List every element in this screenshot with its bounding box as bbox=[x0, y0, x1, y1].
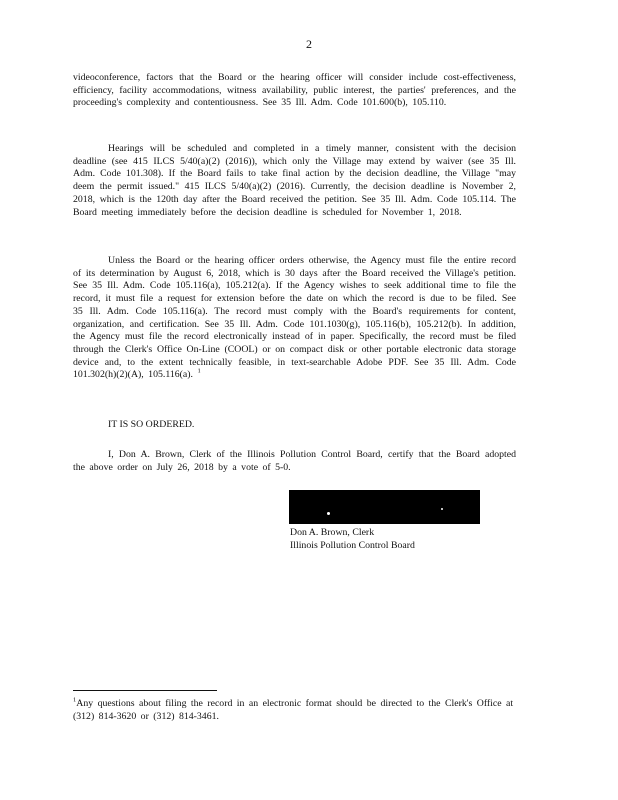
footnote-text: Any questions about filing the record in an electronic format should be directed to the Clerk's Office at (312) 814-3620 or (312) 814-3461. bbox=[73, 698, 514, 722]
paragraph-decision-deadline: Hearings will be scheduled and completed in a timely manner, consistent with the decision deadline (see 415 ILCS 5/40(a)(2) (2016)), which only the Village may extend by waiver (see 35 Ill. Adm. Code 101.308). If the Board fails to take final action by the decision deadline, the Village "may deem the permit issued." 415 ILCS 5/40(a)(2) (2016). Currently, the decision deadline is November 2, 2018, which is the 120th day after the Board received the petition. See 35 Ill. Adm. Code 105.114. The Board meeting immediately before the decision deadline is scheduled for November 1, 2018. bbox=[73, 143, 516, 218]
record-filing-text: Unless the Board or the hearing officer orders otherwise, the Agency must file the entire record of its determination by August 6, 2018, which is 30 days after the Board received the Village's petition. See 35 Ill. Adm. Code 105.116(a), 105.212(a). If the Agency wishes to seek additional time to file the record, it must file a request for extension before the date on which the record is due to be filed. See 35 Ill. Adm. Code 105.116(a). The record must comply with the Board's requirements for content, organization, and certification. See 35 Ill. Adm. Code 101.1030(g), 105.116(b), 105.212(b). In addition, the Agency must file the record electronically instead of in paper. Specifically, the record must be filed through the Clerk's Office On-Line (COOL) or on compact disk or other portable electronic data storage device and, to the extent technically feasible, in text-searchable Adobe PDF. See 35 Ill. Adm. Code 101.302(h)(2)(A), 105.116(a). bbox=[73, 255, 516, 381]
signature-mark bbox=[441, 508, 443, 510]
clerk-certification: I, Don A. Brown, Clerk of the Illinois Pollution Control Board, certify that the Board adopted the above order on July 26, 2018 by a vote of 5-0. bbox=[73, 449, 516, 473]
paragraph-hearing-factors: videoconference, factors that the Board or the hearing officer will consider include cost-effectiveness, efficiency, facility accommodations, witness availability, public interest, the parties' preferences, and the proceeding's complexity and contentiousness. See 35 Ill. Adm. Code 101.600(b), 105.110. bbox=[73, 72, 516, 109]
paragraph-record-filing bbox=[73, 255, 516, 382]
signature-block bbox=[290, 527, 415, 552]
signer-title: Illinois Pollution Control Board bbox=[290, 539, 415, 551]
footnote-marker: 1 bbox=[73, 696, 77, 704]
signature-mark bbox=[327, 512, 330, 515]
page-number: 2 bbox=[306, 37, 312, 51]
redacted-signature bbox=[289, 490, 480, 524]
footnote-reference: 1 bbox=[197, 368, 201, 376]
footnote-divider bbox=[73, 690, 217, 691]
so-ordered-line: IT IS SO ORDERED. bbox=[108, 419, 195, 430]
footnote bbox=[73, 698, 523, 723]
signer-name: Don A. Brown, Clerk bbox=[290, 527, 375, 538]
